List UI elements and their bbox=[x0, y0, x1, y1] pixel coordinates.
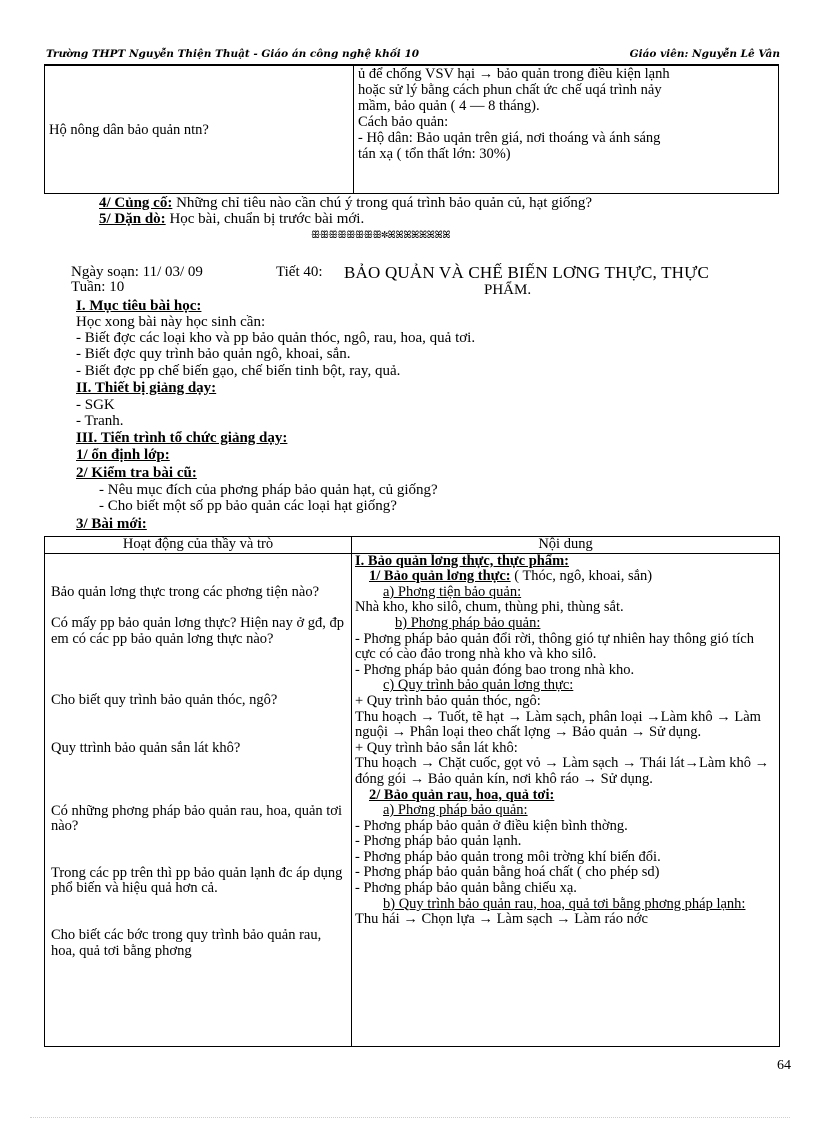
equipment-heading: II. Thiết bị giảng dạy: bbox=[76, 380, 217, 396]
answer-line: ủ để chống VSV hại → bảo quản trong điều kiện lạnh bbox=[358, 66, 670, 82]
page-number: 64 bbox=[777, 1058, 791, 1073]
content-text: - Phơng pháp bảo quản bằng hoá chất ( cho phép sd) bbox=[355, 864, 660, 881]
teacher-question: Cho biết các bớc trong quy trình bảo quản rau, hoa, quả tơi bằng phơng bbox=[51, 926, 322, 959]
answer-line: - Hộ dân: Bảo uqản trên giá, nơi thoáng và ánh sáng bbox=[358, 130, 661, 146]
content-subsection: a) Phơng tiện bảo quản: bbox=[383, 583, 522, 600]
objective-item: - Biết đợc pp chế biến gạo, chế biến tinh bột, ray, quả. bbox=[76, 363, 401, 379]
page-bottom-border bbox=[30, 1117, 790, 1118]
header-teacher-name: Giáo viên: Nguyễn Lê Vân bbox=[629, 48, 780, 60]
continuation-table bbox=[44, 65, 779, 194]
answer-line: tán xạ ( tổn thất lớn: 30%) bbox=[358, 146, 511, 162]
consolidation-line bbox=[99, 195, 592, 211]
lesson-title-cont: PHẨM. bbox=[484, 282, 532, 298]
content-text: + Quy trình bảo quản thóc, ngô: bbox=[355, 692, 541, 709]
continuation-question: Hộ nông dân bảo quản ntn? bbox=[49, 121, 209, 138]
objectives-intro: Học xong bài này học sinh cần: bbox=[76, 314, 266, 330]
content-subsection: a) Phơng pháp bảo quản: bbox=[383, 802, 528, 819]
activities-cell bbox=[45, 553, 352, 1046]
teacher-question: Có mấy pp bảo quản lơng thực? Hiện nay ở gđ, đp em có các pp bảo quản lơng thực nào? bbox=[51, 615, 345, 647]
check-question: - Nêu mục đích của phơng pháp bảo quản hạt, củ giống? bbox=[99, 482, 438, 498]
teacher-question: Bảo quản lơng thực trong các phơng tiện nào? bbox=[51, 583, 320, 600]
homework-line bbox=[99, 211, 364, 227]
teacher-question: Cho biết quy trình bảo quản thóc, ngô? bbox=[51, 692, 278, 709]
content-text: - Phơng pháp bảo quản ở điều kiện bình thờng. bbox=[355, 817, 628, 834]
column-header-activities: Hoạt động của thầy và trò bbox=[45, 537, 352, 554]
content-text: + Quy trình bảo sắn lát khô: bbox=[355, 739, 518, 756]
objective-item: - Biết đợc quy trình bảo quản ngô, khoai, sắn. bbox=[76, 346, 351, 362]
consolidation-label: 4/ Củng cố: bbox=[99, 195, 173, 211]
content-text: Thu hoạch → Tuốt, tẽ hạt → Làm sạch, phân loại →Làm khô → Làm nguội → Phân loại theo chất lợng → Bảo quản → Sử dụng. bbox=[355, 708, 761, 741]
content-text: - Phơng pháp bảo quản trong môi trờng khí biến đổi. bbox=[355, 848, 661, 865]
process-heading: III. Tiến trình tổ chức giảng dạy: bbox=[76, 430, 288, 446]
column-header-content: Nội dung bbox=[352, 537, 780, 554]
content-text: Nhà kho, kho silô, chum, thùng phi, thùng sắt. bbox=[355, 599, 624, 616]
teacher-question: Trong các pp trên thì pp bảo quản lạnh đc áp dụng phổ biến và hiệu quả hơn cả. bbox=[51, 864, 343, 897]
equipment-item: - Tranh. bbox=[76, 413, 124, 429]
lesson-table bbox=[44, 536, 780, 1047]
step-new-lesson: 3/ Bài mới: bbox=[76, 516, 147, 532]
content-subsection: b) Quy trình bảo quản rau, hoa, quả tơi bằng phơng pháp lạnh: bbox=[383, 895, 746, 912]
content-text: - Phơng pháp bảo quản lạnh. bbox=[355, 833, 522, 850]
content-cell bbox=[352, 553, 780, 1046]
step-check-old-lesson: 2/ Kiểm tra bài cũ: bbox=[76, 465, 197, 481]
lesson-period: Tiết 40: bbox=[276, 264, 323, 280]
content-text: Thu hái → Chọn lựa → Làm sạch → Làm ráo nớc bbox=[355, 911, 648, 928]
activities-content bbox=[45, 554, 351, 1046]
objectives-heading: I. Mục tiêu bài học: bbox=[76, 298, 202, 314]
consolidation-text: Những chỉ tiêu nào cần chú ý trong quá trình bảo quản củ, hạt giống? bbox=[172, 195, 593, 211]
teacher-question: Quy ttrình bảo quản sắn lát khô? bbox=[51, 739, 241, 756]
teacher-question: Có những phơng pháp bảo quản rau, hoa, quản tơi nào? bbox=[51, 802, 342, 835]
lesson-title: BẢO QUẢN VÀ CHẾ BIẾN LƠNG THỰC, THỰC bbox=[344, 263, 710, 282]
homework-text: Học bài, chuẩn bị trước bài mới. bbox=[165, 211, 365, 227]
header-school-title: Trường THPT Nguyễn Thiện Thuật - Giáo án công nghệ khối 10 bbox=[46, 48, 420, 60]
lesson-week: Tuần: 10 bbox=[71, 279, 125, 295]
content-subsection: c) Quy trình bảo quản lơng thực: bbox=[383, 677, 574, 694]
grain-list: ( Thóc, ngô, khoai, sắn) bbox=[510, 568, 653, 585]
ornamental-divider: ꕥꕥꕥꕥꕥꕥꕥꕥ✽ꕤꕤꕤꕤꕤꕤꕤꕤ bbox=[311, 230, 451, 241]
content-subsection: b) Phơng pháp bảo quản: bbox=[395, 614, 541, 631]
content-subheading: 2/ Bảo quản rau, hoa, quả tơi: bbox=[369, 786, 555, 803]
homework-label: 5/ Dặn dò: bbox=[99, 211, 166, 227]
content-text: - Phơng pháp bảo quản đổi rời, thông gió tự nhiên hay thông gió tích cực có cào đảo trong nhà kho và kho silô. bbox=[355, 630, 754, 663]
content-body bbox=[352, 554, 779, 1046]
check-question: - Cho biết một số pp bảo quản các loại hạt giống? bbox=[99, 498, 397, 514]
content-heading: I. Bảo quản lơng thực, thực phẩm: bbox=[355, 553, 569, 569]
answer-line: mầm, bảo quản ( 4 — 8 tháng). bbox=[358, 98, 540, 114]
objective-item: - Biết đợc các loại kho và pp bảo quản thóc, ngô, rau, hoa, quả tơi. bbox=[76, 330, 476, 346]
content-text: Thu hoạch → Chặt cuốc, gọt vỏ → Làm sạch → Thái lát→Làm khô → đóng gói → Bảo quản kín, nơi khô ráo → Sử dụng. bbox=[355, 755, 770, 787]
lesson-date: Ngày soạn: 11/ 03/ 09 bbox=[71, 264, 203, 280]
step-class-order: 1/ ổn định lớp: bbox=[76, 447, 170, 463]
content-text: - Phơng pháp bảo quản đóng bao trong nhà kho. bbox=[355, 661, 635, 678]
answer-line: Cách bảo quản: bbox=[358, 114, 449, 130]
answer-line: hoặc sử lý bằng cách phun chất ức chế uqá trình nảy bbox=[358, 82, 662, 98]
continuation-question-cell bbox=[45, 66, 354, 194]
content-subheading bbox=[355, 569, 775, 585]
equipment-item: - SGK bbox=[76, 397, 115, 413]
continuation-answer-cell bbox=[354, 66, 779, 194]
grain-preservation-title: 1/ Bảo quản lơng thực: bbox=[369, 568, 511, 585]
content-text: - Phơng pháp bảo quản bằng chiếu xạ. bbox=[355, 880, 577, 897]
